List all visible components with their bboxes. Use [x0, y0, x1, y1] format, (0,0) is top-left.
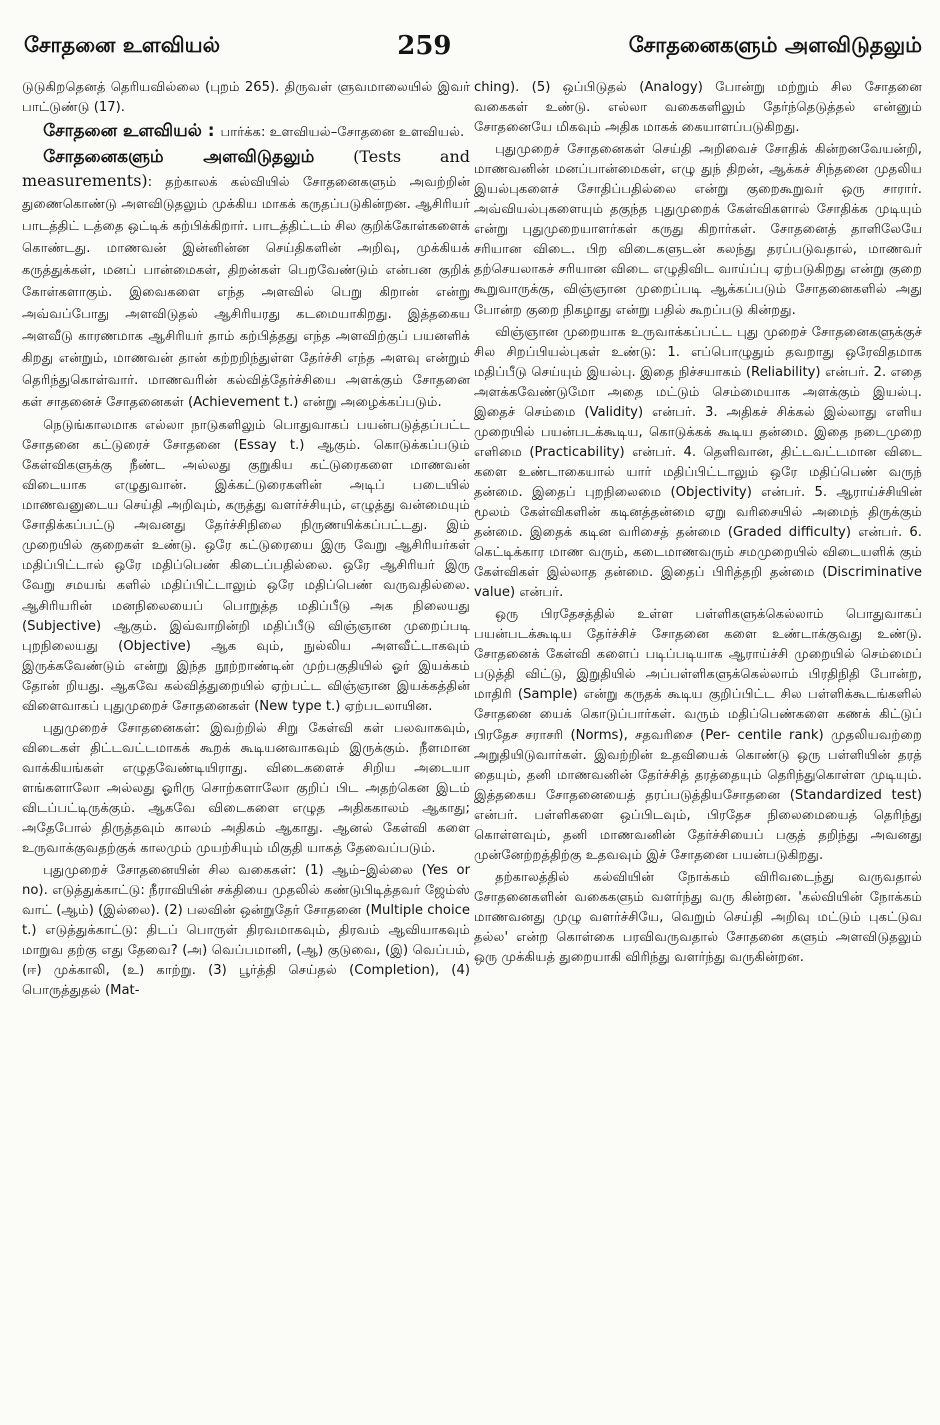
- paragraph-matching-continued: ching). (5) ஒப்பிடுதல் (Analogy) போன்று மற்றும் சில சோதனை வகைகள் உண்டு. எல்லா வகைகளிலும் தேர்ந்தெடுத்தல் என்னும் சோதனையே மிகவும் அதிக மாகக் கையாளப்படுகிறது.: [474, 80, 922, 136]
- running-header: [24, 26, 922, 66]
- headword: சோதனைகளும் அளவிடுதலும்: [43, 147, 315, 168]
- paragraph-conclusion: தற்காலத்தில் கல்வியின் நோக்கம் விரிவடைந்து வருவதால் சோதனைகளின் வகைகளும் வளர்ந்து வரு கின்றன. 'கல்வியின் நோக்கம் மாணவனது முழு வளர்ச்சியே, வெறும் செய்தி அறிவு மட்டும் புகட்டுவ தல்ல' என்ற கொள்கை பரவிவருவதால் சோதனை களும் அளவிடுதலும் ஒரு முக்கியத் துறையாகி விரிந்து வளர்ந்து வருகின்றன.: [474, 869, 922, 966]
- headword-colon: :: [201, 121, 221, 142]
- entry-tests-and-measurements: [22, 146, 470, 414]
- running-head-right: சோதனைகளும் அளவிடுதலும்: [628, 32, 922, 57]
- page-number: 259: [397, 31, 452, 61]
- entry-soodhanai-ulaviyal: [22, 120, 470, 144]
- entry-body: : தற்காலக் கல்வியில் சோதனைகளும் அவற்றின் துணைகொண்டு அளவிடுதலும் முக்கிய மாகக் கருதப்படுகின்றன. ஆசிரியர் பாடத்திட் டத்தை ஒட்டிக் கற்பிக்கிறார். பாடத்திட்டம் சில குறிக்கோள்களைக் கொண்டது. மாணவன் இன்னின்ன செய்திகளின் அறிவு, முக்கியக் கருத்துக்கள், மனப் பான்மைகள், திறன்கள் பெறவேண்டும் என்பன குறிக் கோள்களாகும். இவைகளை எந்த அளவில் பெறு கிறான் என்று அவ்வப்போது அளவிடுதல் ஆசிரியரது கடமையாகிறது. இத்தகைய அளவீடு காரணமாக ஆசிரியர் தாம் கற்பித்தது எந்த அளவிற்குப் பயனளிக் கிறது என்றும், மாணவன் தான் கற்றறிந்துள்ள தேர்ச்சி எந்த அளவு என்றும் தெரிந்துகொள்வார். மாணவரின் கல்வித்தேர்ச்சியை அளக்கும் சோதனை கள் சாதனைச் சோதனைகள் (Achievement t.) என்று அழைக்கப்படும்.: [22, 175, 470, 411]
- running-head-left: சோதனை உளவியல்: [24, 32, 221, 57]
- paragraph-characteristics: விஞ்ஞான முறையாக உருவாக்கப்பட்ட புது முறைச் சோதனைகளுக்குச் சில சிறப்பியல்புகள் உண்டு: 1. எப்பொழுதும் தவறாது ஒரேவிதமாக மதிப்பீடு செய்யும் இயல்பு. இதை நிச்சயாகம் (Reliability) என்பர். 2. எதை அளக்கவேண்டுமோ அதை மட்டும் செம்மையாக அளக்கும் இயல்பு. இதைச் செம்மை (Validity) என்பர். 3. அதிகச் சிக்கல் இல்லாது எளிய முறையில் பயன்படக்கூடிய, கொடுக்கக் கூடிய தன்மை. இதை நடைமுறை எளிமை (Practicability) என்பர். 4. தெளிவான, திட்டவட்டமான விடை களை உண்டாகையால் யார் மதிப்பிட்டாலும் ஒரே மதிப்பெண் வருந் தன்மை. இதைப் புறநிலைமை (Objectivity) என்பர். 5. ஆராய்ச்சியின் மூலம் கேள்விகளின் கடினத்தன்மை ஏறு வரிசையில் அமைந் திருக்கும் தன்மை. இதைக் கடின வரிசைத் தன்மை (Graded difficulty) என்பர். 6. கெட்டிக்கார மாண வரும், கடைமாணவரும் சமமுறையில் விடையளிக் கும் கேள்விகள் இல்லாத தன்மை. இதைப் பிரித்தறி தன்மை (Discriminative value) என்பர்.: [474, 324, 922, 601]
- right-column: [474, 78, 922, 1408]
- paragraph-criticism: புதுமுறைச் சோதனைகள் செய்தி அறிவைச் சோதிக் கின்றனவேயன்றி, மாணவனின் மனப்பான்மைகள், எழு துந் திறன், ஆக்கச் சிந்தனை முதலிய இயல்புகளைச் சோதிப்பதில்லை என்று குறைகூறுவர் ஒரு சாரார். அவ்வியல்புகளையும் தகுந்த புதுமுறைக் கேள்விகளால் சோதிக்க முடியும் என்று புதுமுறையாளர்கள் கருது கிறார்கள். சோதனைத் தாளிலேயே சரியான விடை. பிற விடைகளுடன் கலந்து தரப்படுவதால், மாணவர் தற்செயலாகச் சரியான விடை எழுதிவிட வாய்ப்பு ஏற்படுகிறது என்று குறை கூறுவாருக்கு, விஞ்ஞான முறைப்படி ஆக்கப்படும் சோதனைகளில் அது போன்ற குறை நிகழாது என்று பதில் கூறப்படு கின்றது.: [474, 142, 922, 318]
- paragraph-new-type-tests: புதுமுறைச் சோதனைகள்: இவற்றில் சிறு கேள்வி கள் பலவாகவும், விடைகள் திட்டவட்டமாகக் கூறக் கூடியனவாகவும் இருக்கும். நீளமான வாக்கியங்கள் எழுதவேண்டியிராது. விடைகளைச் சிறிய அடையா ளங்களாலோ அல்லது ஓரிரு சொற்களாலோ குறிப் பிட அதற்கென இடம் விடப்பட்டிருக்கும். ஆகவே விடைகளை எழுத அதிககாலம் ஆகாது; அதேபோல் திருத்தவும் காலம் அதிகம் ஆகாது. ஆனல் கேள்வி களை உருவாக்குவதற்குக் காலமும் முயற்சியும் மிகுதி யாகத் தேவைப்படும்.: [22, 720, 470, 857]
- headword: சோதனை உளவியல்: [43, 121, 202, 142]
- cross-reference: பார்க்க: உளவியல்–சோதனை உளவியல்.: [220, 125, 465, 141]
- continued-paragraph: டுடுகிறதெனத் தெரியவில்லை (புறம் 265). திருவள் ளுவமாலையில் இவர் பாட்டுண்டு (17).: [22, 80, 470, 116]
- english-term: (Tests and measurements): [22, 147, 470, 191]
- paragraph-standardized-test: ஒரு பிரதேசத்தில் உள்ள பள்ளிகளுக்கெல்லாம் பொதுவாகப் பயன்படக்கூடிய தேர்ச்சிச் சோதனை களை உண்டாக்குவது உண்டு. சோதனைக் கேள்வி களைப் படிப்படியாக ஆராய்ச்சி முறையில் செம்மைப் படுத்தி விட்டு, இறுதியில் அப்பள்ளிகளுக்கெல்லாம் பிரதிநிதி போன்ற, மாதிரி (Sample) என்று கருதக் கூடிய குறிப்பிட்ட சில பள்ளிக்கூடங்களில் சோதனை யைக் கொடுப்பார்கள். வரும் மதிப்பெண்களை கணக் கிட்டுப் பிரதேச சராசரி (Norms), சதவரிசை (Per- centile rank) முதலியவற்றை அறுதியிடுவார்கள். இவற்றின் உதவியைக் கொண்டு ஒரு பள்ளியின் தரத் தையும், தனி மாணவனின் தேர்ச்சித் தரத்தையும் தெரிந்துகொள்ள முடியும். இத்தகைய சோதனையைத் தரப்படுத்தியசோதனை (Standardized test) என்பர். பள்ளிகளை ஒப்பிடவும், பிரதேச நிலைமையைத் தெரிந்து கொள்ளவும், தனி மாணவனின் தேர்ச்சியைப் பகுத் தறிந்து அவனது முன்னேற்றத்திற்கு உதவவும் இச் சோதனை பயன்படுகிறது.: [474, 607, 922, 863]
- left-column: [22, 78, 470, 1408]
- paragraph-test-types: புதுமுறைச் சோதனையின் சில வகைகள்: (1) ஆம்–இல்லை (Yes or no). எடுத்துக்காட்டு: நீராவியின் சக்தியை முதலில் கண்டுபிடித்தவர் ஜேம்ஸ் வாட் (ஆம்) (இல்லை). (2) பலவின் ஒன்றுதேர் சோதனை (Multiple choice t.) எடுத்துக்காட்டு: திடப் பொருள் திரவமாகவும், திரவம் ஆவியாகவும் மாறுவ தற்கு எது தேவை? (அ) வெப்பமானி, (ஆ) குடுவை, (இ) வெப்பம், (ஈ) முக்காலி, (உ) காற்று. (3) பூர்த்தி செய்தல் (Completion), (4) பொருத்துதல் (Mat-: [22, 863, 470, 999]
- paragraph-essay-test: நெடுங்காலமாக எல்லா நாடுகளிலும் பொதுவாகப் பயன்படுத்தப்பட்ட சோதனை கட்டுரைச் சோதனை (Essay t.) ஆகும். கொடுக்கப்படும் கேள்விகளுக்கு நீண்ட அல்லது குறுகிய கட்டுரைகளை மாணவன் விடையாக எழுதுவான். இக்கட்டுரைகளின் அடிப் படையில் மாணவனுடைய செய்தி அறிவும், கருத்து வளர்ச்சியும், எழுத்து வன்மையும் சோதிக்கப்பட்டு அவனது தேர்ச்சிநிலை நிருணயிக்கப்பட்டது. இம் முறையில் குறைகள் உண்டு. ஒரே கட்டுரையை இரு வேறு ஆசிரியர்கள் மதிப்பிட்டால் ஒரே மதிப்பெண் கிடைப்பதில்லை. ஒரே ஆசிரியர் இரு வேறு சமயங் களில் மதிப்பிட்டாலும் ஒரே மதிப்பெண் வருவதில்லை. ஆசிரியரின் மனநிலையைப் பொறுத்த மதிப்பீடு அக நிலையது (Subjective) ஆகும். இவ்வாறின்றி மதிப்பீடு விஞ்ஞான முறைப்படி புறநிலையது (Objective) ஆக வும், நுல்லிய அளவீட்டாகவும் இருக்கவேண்டும் என்று இந்த நூற்றாண்டின் முற்பகுதியில் ஓர் இயக்கம் தோன் றியது. ஆகவே கல்வித்துறையில் ஏற்பட்ட விஞ்ஞான இயக்கத்தின் விளைவாகப் புதுமுறைச் சோதனைகள் (New type t.) ஏற்படலாயின.: [22, 418, 470, 714]
